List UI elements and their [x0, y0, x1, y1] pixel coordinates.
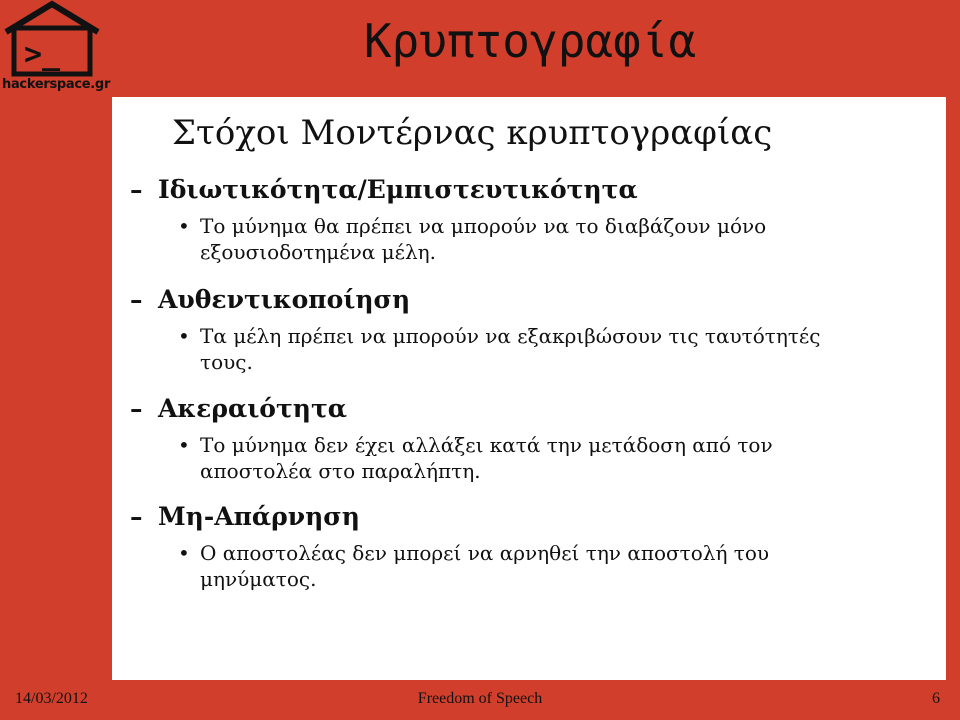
section-heading — [112, 502, 946, 536]
list-item — [178, 323, 840, 375]
section-heading — [112, 175, 946, 209]
list-item — [178, 213, 840, 265]
bullet-text: Το μύνημα θα πρέπει να μπορούν να το διαβάζουν μόνο εξουσιοδοτημένα μέλη. — [200, 214, 767, 264]
section-dash: – — [130, 502, 143, 531]
footer-page-number: 6 — [932, 690, 940, 707]
logo-site-name: hackerspace.gr — [2, 77, 111, 92]
section-label: Ακεραιότητα — [158, 394, 348, 423]
section-dash: – — [130, 394, 143, 423]
section-label: Αυθεντικοποίηση — [158, 285, 411, 314]
bullet-dot: • — [178, 324, 190, 348]
section-authentication — [112, 285, 946, 375]
footer-date: 14/03/2012 — [15, 690, 88, 707]
content-panel — [112, 97, 946, 680]
house-terminal-icon — [0, 0, 110, 80]
prompt-glyph: >_ — [24, 37, 61, 72]
bullet-dot: • — [178, 541, 190, 565]
bullet-dot: • — [178, 433, 190, 457]
page-title: Κρυπτογραφία — [363, 14, 697, 68]
section-label: Ιδιωτικότητα/Εμπιστευτικότητα — [158, 175, 638, 204]
bullet-dot: • — [178, 214, 190, 238]
section-heading — [112, 285, 946, 319]
section-label: Μη-Απάρνηση — [158, 502, 360, 531]
section-dash: – — [130, 175, 143, 204]
slide-subtitle: Στόχοι Μοντέρνας κρυπτογραφίας — [172, 113, 773, 153]
section-dash: – — [130, 285, 143, 314]
section-integrity — [112, 394, 946, 484]
slide-footer — [0, 682, 960, 720]
bullet-text: Το μύνημα δεν έχει αλλάξει κατά την μετάδοση από τον αποστολέα στο παραλήπτη. — [200, 433, 773, 483]
list-item — [178, 432, 840, 484]
list-item — [178, 540, 840, 592]
bullet-text: Τα μέλη πρέπει να μπορούν να εξακριβώσουν τις ταυτότητές τους. — [200, 324, 821, 374]
footer-title: Freedom of Speech — [417, 690, 543, 707]
section-privacy — [112, 175, 946, 265]
hackerspace-logo — [0, 0, 110, 100]
bullet-text: Ο αποστολέας δεν μπορεί να αρνηθεί την αποστολή του μηνύματος. — [200, 541, 770, 591]
section-heading — [112, 394, 946, 428]
section-non-repudiation — [112, 502, 946, 592]
